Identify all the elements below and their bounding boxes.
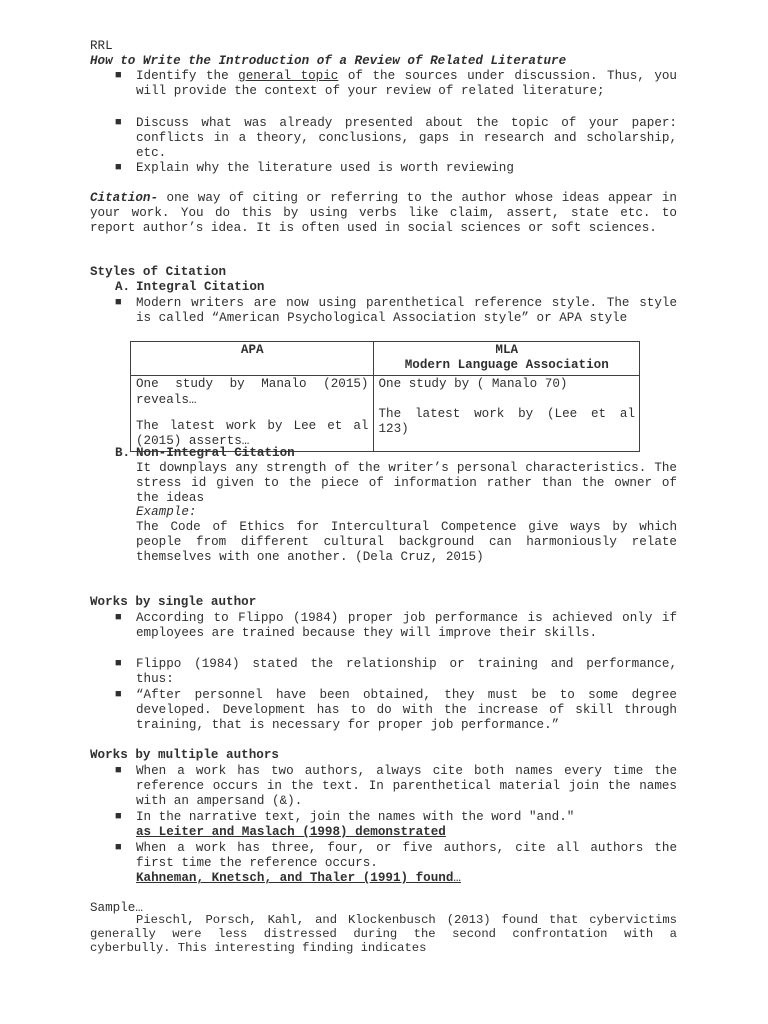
doc-label: RRL bbox=[90, 39, 113, 53]
sample-text: Pieschl, Porsch, Kahl, and Klockenbusch (2013) found that cybervictims generally were less distressed during the second confrontation with a cyberbully. This interesting finding indicates bbox=[90, 913, 677, 955]
non-integral-description: It downplays any strength of the writer’s personal characteristics. The stress id given to the piece of information rather than the owner of the ideas bbox=[136, 461, 677, 506]
multiple-authors-item-3: When a work has three, four, or five authors, cite all authors the first time the reference occurs. Kahneman, Knetsch, and Thaler (1991) found… bbox=[136, 841, 677, 886]
example-text: The Code of Ethics for Intercultural Competence give ways by which people from different cultural background can harmoniously relate themselves with one another. (Dela Cruz, 2015) bbox=[136, 520, 677, 565]
intro-item-2: Discuss what was already presented about the topic of your paper: conflicts in a theory, conclusions, gaps in research and scholarship, etc. bbox=[136, 116, 677, 161]
citation-table bbox=[130, 341, 640, 452]
single-author-item-3: “After personnel have been obtained, they must be to some degree developed. Development has to do with the increase of skill through training, that is necessary for proper job performance.” bbox=[136, 688, 677, 733]
multiple-authors-heading: Works by multiple authors bbox=[90, 748, 279, 762]
single-author-item-1: According to Flippo (1984) proper job performance is achieved only if employees are trained because they will improve their skills. bbox=[136, 611, 677, 641]
non-integral-heading: Non-Integral Citation bbox=[136, 446, 295, 460]
example-label: Example: bbox=[136, 505, 197, 519]
integral-marker: A. bbox=[115, 280, 131, 294]
bullet-square-icon: ■ bbox=[115, 297, 122, 309]
bullet-square-icon: ■ bbox=[115, 765, 122, 777]
sample-label: Sample… bbox=[90, 901, 143, 915]
bullet-square-icon: ■ bbox=[115, 842, 122, 854]
citation-term: Citation- bbox=[90, 191, 159, 205]
bullet-square-icon: ■ bbox=[115, 162, 122, 174]
bullet-square-icon: ■ bbox=[115, 70, 122, 82]
bullet-square-icon: ■ bbox=[115, 612, 122, 624]
mla-examples: One study by ( Manalo 70) The latest work by (Lee et al 123) bbox=[373, 376, 640, 452]
intro-item-3: Explain why the literature used is worth reviewing bbox=[136, 161, 514, 175]
narrative-example: as Leiter and Maslach (1998) demonstrated bbox=[136, 825, 446, 840]
apa-header: APA bbox=[131, 342, 374, 376]
intro-item-1: Identify the general topic of the sources under discussion. Thus, you will provide the context of your review of related literature; bbox=[136, 69, 677, 99]
styles-heading: Styles of Citation bbox=[90, 265, 227, 279]
general-topic-link[interactable]: general topic bbox=[238, 69, 339, 83]
bullet-square-icon: ■ bbox=[115, 689, 122, 701]
single-author-item-2: Flippo (1984) stated the relationship or training and performance, thus: bbox=[136, 657, 677, 687]
multiple-authors-item-2: In the narrative text, join the names with the word "and." as Leiter and Maslach (1998) demonstrated bbox=[136, 810, 677, 840]
apa-examples: One study by Manalo (2015) reveals… The latest work by Lee et al (2015) asserts… bbox=[131, 376, 374, 452]
bullet-square-icon: ■ bbox=[115, 658, 122, 670]
non-integral-marker: B. bbox=[115, 446, 131, 460]
single-author-heading: Works by single author bbox=[90, 595, 257, 609]
bullet-square-icon: ■ bbox=[115, 117, 122, 129]
integral-heading: Integral Citation bbox=[136, 280, 265, 294]
citation-definition: Citation- one way of citing or referring to the author whose ideas appear in your work. You do this by using verbs like claim, assert, state etc. to report author’s idea. It is often used in social sciences or soft sciences. bbox=[90, 191, 677, 236]
bullet-square-icon: ■ bbox=[115, 811, 122, 823]
multiple-authors-item-1: When a work has two authors, always cite both names every time the reference occurs in the text. In parenthetical material join the names with an ampersand (&). bbox=[136, 764, 677, 809]
mla-header: MLA Modern Language Association bbox=[373, 342, 640, 376]
integral-bullet: Modern writers are now using parenthetical reference style. The style is called “American Psychological Association style” or APA style bbox=[136, 296, 677, 326]
doc-title: How to Write the Introduction of a Review of Related Literature bbox=[90, 54, 567, 68]
three-authors-example: Kahneman, Knetsch, and Thaler (1991) found bbox=[136, 871, 454, 886]
